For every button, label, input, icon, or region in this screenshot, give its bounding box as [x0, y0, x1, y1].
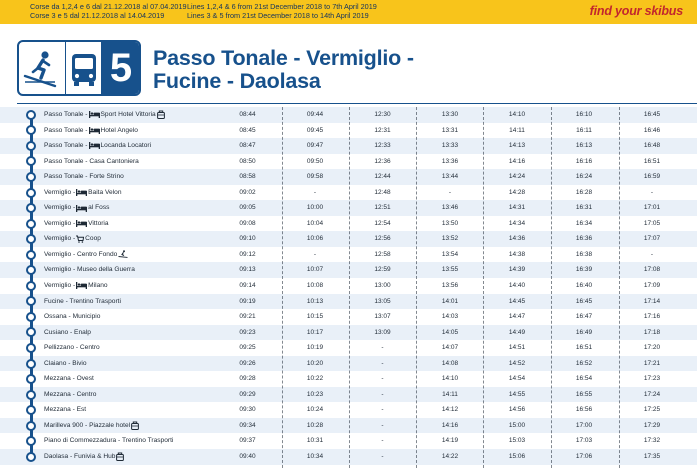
stop-name-text: Mezzana - Est — [44, 406, 87, 414]
departure-time: 10:31 — [306, 437, 324, 445]
stop-marker — [26, 172, 36, 182]
validity-en-line1: Lines 1,2,4 & 6 from 21st December 2018 to 7th April 2019 — [187, 2, 377, 11]
stop-name-text: Vermiglio - — [44, 282, 76, 290]
stop-name — [44, 371, 234, 387]
departure-time: 09:34 — [239, 421, 256, 429]
departure-time: 09:58 — [306, 173, 324, 181]
stop-name-text: Passo Tonale - Forte Strino — [44, 173, 124, 181]
departure-time: 16:13 — [575, 142, 593, 150]
departure-time: 14:34 — [508, 219, 526, 227]
departure-time: 09:23 — [239, 328, 256, 336]
column-divider — [282, 107, 283, 468]
stop-name-suffix: Hotel Angelo — [100, 126, 138, 134]
departure-time: - — [313, 188, 317, 196]
stop-name-suffix: al Foss — [88, 204, 110, 212]
stop-name-text: Mezzana - Ovest — [44, 375, 94, 383]
departure-time: 14:12 — [441, 406, 459, 414]
stop-name-text: Claiano - Bivio — [44, 359, 87, 367]
departure-time: 16:49 — [575, 328, 593, 336]
departure-time: 14:10 — [441, 375, 459, 383]
cart-icon — [75, 231, 85, 247]
departure-time: 14:38 — [508, 250, 526, 258]
departure-time: 14:16 — [441, 421, 459, 429]
stop-name-text: Cusiano - Enalp — [44, 328, 91, 336]
departure-time: 08:47 — [239, 142, 256, 150]
departure-time: - — [381, 437, 384, 445]
departure-time: 16:24 — [575, 173, 593, 181]
departure-time: 14:10 — [508, 111, 526, 118]
stop-name — [44, 107, 234, 123]
departure-time: 17:24 — [643, 390, 661, 398]
column-divider — [619, 107, 620, 468]
stop-marker — [26, 359, 36, 369]
luggage-icon — [130, 418, 140, 434]
stop-name — [44, 262, 234, 278]
departure-time: 14:56 — [508, 406, 526, 414]
departure-time: 16:56 — [575, 406, 593, 414]
departure-time: 16:55 — [575, 390, 593, 398]
route-title — [153, 47, 414, 93]
stop-marker — [26, 203, 36, 213]
departure-time: 14:05 — [441, 328, 459, 336]
departure-time: - — [381, 421, 384, 429]
departure-time: - — [381, 453, 384, 461]
departure-time: 10:24 — [306, 406, 324, 414]
departure-time: 10:13 — [306, 297, 324, 305]
departure-time: 09:05 — [239, 204, 256, 212]
departure-time: 14:52 — [508, 359, 526, 367]
departure-time: 17:00 — [575, 421, 593, 429]
departure-time: 16:48 — [643, 142, 661, 150]
departure-time: 12:56 — [374, 235, 391, 243]
departure-time: 17:25 — [643, 406, 661, 414]
departure-time: 12:33 — [374, 142, 391, 150]
departure-time: 10:07 — [306, 266, 324, 274]
departure-time: 12:51 — [374, 204, 391, 212]
departure-time: 09:08 — [239, 219, 256, 227]
departure-time: 16:31 — [575, 204, 593, 212]
stop-name-suffix: Baita Velon — [88, 188, 122, 196]
departure-time: 16:45 — [643, 111, 661, 118]
departure-time: 13:33 — [441, 142, 459, 150]
stop-name — [44, 200, 234, 216]
departure-time: 16:10 — [575, 111, 593, 118]
departure-time: 16:47 — [575, 313, 593, 321]
departure-time: 12:31 — [374, 126, 391, 134]
departure-time: 09:12 — [239, 250, 256, 258]
stop-marker — [26, 219, 36, 229]
departure-time: 14:19 — [441, 437, 459, 445]
route-badge — [17, 40, 141, 96]
cross-country-ski-icon — [117, 247, 129, 263]
departure-time: - — [448, 188, 452, 196]
stop-name-suffix: Vittoria — [88, 219, 109, 227]
departure-time: 14:36 — [508, 235, 526, 243]
departure-time: 10:04 — [306, 219, 324, 227]
departure-time: 10:22 — [306, 375, 324, 383]
departure-time: 14:40 — [508, 282, 526, 290]
stop-name-text: Fucine - Trentino Trasporti — [44, 297, 121, 305]
departure-time: 14:11 — [509, 126, 525, 134]
departure-time: 16:16 — [575, 157, 593, 165]
stop-name — [44, 247, 234, 263]
departure-time: 09:45 — [306, 126, 324, 134]
departure-time: 14:47 — [508, 313, 526, 321]
route-number: 5 — [101, 42, 141, 94]
stop-name-text: Passo Tonale - — [44, 111, 88, 118]
departure-time: 16:38 — [575, 250, 593, 258]
departure-time: 17:01 — [643, 204, 661, 212]
departure-time: 13:46 — [441, 204, 459, 212]
departure-time: 09:50 — [306, 157, 324, 165]
column-divider — [349, 107, 350, 468]
stop-name — [44, 402, 234, 418]
departure-time: 13:05 — [374, 297, 391, 305]
stop-name — [44, 387, 234, 403]
route-title-line2: Fucine - Daolasa — [153, 69, 321, 93]
bus-icon — [65, 42, 101, 94]
stop-name-text: Passo Tonale - — [44, 142, 88, 150]
stop-name-text: Passo Tonale - — [44, 126, 88, 134]
departure-time: 10:23 — [306, 390, 324, 398]
departure-time: 17:18 — [643, 328, 661, 336]
departure-time: 16:59 — [643, 173, 661, 181]
departure-time: 09:44 — [306, 111, 324, 118]
departure-time: 12:48 — [374, 188, 391, 196]
stop-name-text: Ossana - Municipio — [44, 313, 101, 321]
departure-time: 16:51 — [575, 344, 593, 352]
header-divider — [17, 103, 697, 104]
stop-name — [44, 231, 234, 247]
departure-time: 10:19 — [306, 344, 324, 352]
route-title-line1: Passo Tonale - Vermiglio - — [153, 46, 414, 70]
departure-time: - — [650, 250, 654, 258]
brand-logo-text: find your skibus — [589, 4, 683, 18]
departure-time: - — [381, 390, 384, 398]
departure-time: 13:36 — [441, 157, 459, 165]
bed-icon — [75, 278, 88, 294]
stop-name — [44, 278, 234, 294]
departure-time: 09:40 — [239, 453, 256, 461]
stop-name-text: Vermiglio - — [44, 219, 76, 227]
departure-time: - — [381, 359, 384, 367]
departure-time: 16:51 — [643, 157, 661, 165]
stop-name-suffix: Sport Hotel Vittoria — [100, 111, 156, 118]
departure-time: 14:07 — [441, 344, 459, 352]
stop-name — [44, 169, 234, 185]
departure-time: 12:44 — [374, 173, 391, 181]
departure-time: 14:28 — [508, 188, 526, 196]
stop-name — [44, 449, 234, 465]
departure-time: 09:19 — [239, 297, 256, 305]
departure-time: 16:39 — [575, 266, 593, 274]
validity-it-line2: Corse 3 e 5 dal 21.12.2018 al 14.04.2019 — [30, 10, 165, 20]
departure-time: 09:47 — [306, 142, 324, 150]
stop-name — [44, 309, 234, 325]
stop-marker — [26, 281, 36, 291]
departure-time: 17:20 — [643, 344, 661, 352]
departure-time: - — [381, 344, 384, 352]
departure-time: 09:28 — [239, 375, 256, 383]
departure-time: 17:05 — [643, 219, 661, 227]
departure-time: 17:23 — [643, 375, 661, 383]
departure-time: - — [381, 406, 384, 414]
luggage-icon — [156, 107, 166, 123]
departure-time: 16:45 — [575, 297, 593, 305]
column-divider — [551, 107, 552, 468]
departure-time: 09:26 — [239, 359, 256, 367]
departure-time: 12:30 — [374, 111, 391, 118]
departure-time: 13:44 — [441, 173, 459, 181]
departure-time: 13:55 — [441, 266, 459, 274]
departure-time: 14:16 — [508, 157, 526, 165]
departure-time: 17:35 — [643, 453, 661, 461]
stop-name-text: Daolasa - Funivia & Hub — [44, 453, 116, 461]
column-divider — [483, 107, 484, 468]
stop-marker — [26, 452, 36, 462]
stop-marker — [26, 421, 36, 431]
stop-marker — [26, 110, 36, 120]
departure-time: 17:16 — [643, 313, 661, 321]
departure-time: 17:08 — [643, 266, 661, 274]
departure-time: 09:10 — [239, 235, 256, 243]
departure-time: 16:54 — [575, 375, 593, 383]
departure-time: 14:03 — [441, 313, 459, 321]
departure-time: 15:03 — [508, 437, 526, 445]
departure-time: 09:14 — [239, 282, 256, 290]
stop-name-text: Mezzana - Centro — [44, 390, 97, 398]
stop-marker — [26, 390, 36, 400]
stop-name — [44, 138, 234, 154]
stop-name-text: Passo Tonale - Casa Cantoniera — [44, 157, 139, 165]
stop-marker — [26, 250, 36, 260]
departure-time: 14:51 — [508, 344, 526, 352]
departure-time: 13:54 — [441, 250, 459, 258]
stop-marker — [26, 343, 36, 353]
departure-time: - — [650, 188, 654, 196]
departure-time: - — [313, 250, 317, 258]
departure-time: 14:31 — [508, 204, 526, 212]
departure-time: 17:21 — [643, 359, 661, 367]
departure-time: 10:20 — [306, 359, 324, 367]
departure-time: 14:01 — [441, 297, 459, 305]
stop-name — [44, 325, 234, 341]
departure-time: 08:58 — [239, 173, 256, 181]
departure-time: 12:59 — [374, 266, 391, 274]
stop-name — [44, 294, 234, 310]
departure-time: 10:17 — [306, 328, 324, 336]
departure-time: 09:02 — [239, 188, 256, 196]
departure-time: 15:06 — [508, 453, 526, 461]
luggage-icon — [115, 449, 125, 465]
departure-time: 12:36 — [374, 157, 391, 165]
stop-marker — [26, 188, 36, 198]
departure-time: 16:40 — [575, 282, 593, 290]
stop-marker — [26, 141, 36, 151]
departure-time: 14:13 — [508, 142, 526, 150]
departure-time: 16:28 — [575, 188, 593, 196]
stop-name-text: Vermiglio - — [44, 235, 76, 243]
departure-time: 14:54 — [508, 375, 526, 383]
departure-time: 17:09 — [643, 282, 661, 290]
departure-time: 10:15 — [306, 313, 324, 321]
stop-name — [44, 356, 234, 372]
stop-name-text: Piano di Commezzadura - Trentino Trasporti — [44, 437, 174, 445]
stop-name-text: Vermiglio - Museo della Guerra — [44, 266, 135, 274]
stop-name — [44, 216, 234, 232]
stop-name-suffix: Coop — [85, 235, 101, 243]
departure-time: 09:21 — [239, 313, 256, 321]
bed-icon — [75, 185, 88, 201]
stop-name — [44, 418, 234, 434]
stop-name — [44, 154, 234, 170]
validity-en-line2: Lines 3 & 5 from 21st December 2018 to 14th April 2019 — [187, 10, 369, 20]
stop-marker — [26, 312, 36, 322]
departure-time: 14:39 — [508, 266, 526, 274]
departure-time: 13:56 — [441, 282, 459, 290]
departure-time: 13:52 — [441, 235, 459, 243]
column-divider — [416, 107, 417, 468]
departure-time: 09:30 — [239, 406, 256, 414]
departure-time: 10:06 — [306, 235, 324, 243]
departure-time: 10:00 — [306, 204, 324, 212]
skier-icon — [19, 42, 65, 94]
departure-time: 14:49 — [508, 328, 526, 336]
stop-name-suffix: Locanda Locatori — [100, 142, 152, 150]
departure-time: 14:55 — [508, 390, 526, 398]
departure-time: 09:25 — [239, 344, 256, 352]
departure-time: 15:00 — [508, 421, 526, 429]
departure-time: 17:07 — [643, 235, 661, 243]
departure-time: 17:29 — [643, 421, 661, 429]
departure-time: 13:09 — [374, 328, 391, 336]
bed-icon — [75, 216, 88, 232]
stop-name-text: Vermiglio - — [44, 204, 76, 212]
departure-time: 10:28 — [306, 421, 324, 429]
stop-name — [44, 185, 234, 201]
validity-banner — [0, 0, 697, 24]
stop-name-text: Vermiglio - Centro Fondo — [44, 250, 118, 258]
stop-name — [44, 340, 234, 356]
bed-icon — [88, 138, 101, 154]
departure-time: - — [381, 375, 384, 383]
departure-time: 13:31 — [441, 126, 459, 134]
bed-icon — [88, 107, 101, 123]
bed-icon — [88, 123, 101, 139]
departure-time: 14:45 — [508, 297, 526, 305]
departure-time: 17:03 — [575, 437, 593, 445]
departure-time: 13:50 — [441, 219, 459, 227]
departure-time: 16:46 — [643, 126, 661, 134]
stop-name-suffix: Milano — [88, 282, 108, 290]
departure-time: 09:29 — [239, 390, 256, 398]
departure-time: 17:32 — [643, 437, 661, 445]
departure-time: 13:00 — [374, 282, 391, 290]
departure-time: 14:24 — [508, 173, 526, 181]
stop-name — [44, 123, 234, 139]
departure-time: 13:07 — [374, 313, 391, 321]
validity-english — [187, 3, 377, 20]
departure-time: 09:13 — [239, 266, 256, 274]
validity-it-line1: Corse da 1,2,4 e 6 dal 21.12.2018 al 07.04.2019 — [30, 2, 187, 11]
departure-time: 08:44 — [239, 111, 256, 118]
departure-time: 09:37 — [239, 437, 256, 445]
departure-time: 16:36 — [575, 235, 593, 243]
stop-name-text: Vermiglio - — [44, 188, 76, 196]
departure-time: 12:58 — [374, 250, 391, 258]
stop-name-text: Marilleva 900 - Piazzale hotel — [44, 421, 131, 429]
departure-time: 17:14 — [643, 297, 661, 305]
bed-icon — [75, 200, 88, 216]
departure-time: 16:11 — [576, 126, 592, 134]
departure-time: 14:08 — [441, 359, 459, 367]
departure-time: 16:52 — [575, 359, 593, 367]
departure-time: 17:06 — [575, 453, 593, 461]
departure-time: 10:34 — [306, 453, 324, 461]
departure-time: 10:08 — [306, 282, 324, 290]
departure-time: 14:22 — [441, 453, 459, 461]
departure-time: 13:30 — [441, 111, 459, 118]
departure-time: 16:34 — [575, 219, 593, 227]
departure-time: 08:50 — [239, 157, 256, 165]
validity-italian — [30, 3, 187, 20]
stop-name-text: Pellizzano - Centro — [44, 344, 100, 352]
departure-time: 08:45 — [239, 126, 256, 134]
departure-time: 14:11 — [442, 390, 458, 398]
stop-name — [44, 433, 234, 449]
departure-time: 12:54 — [374, 219, 391, 227]
